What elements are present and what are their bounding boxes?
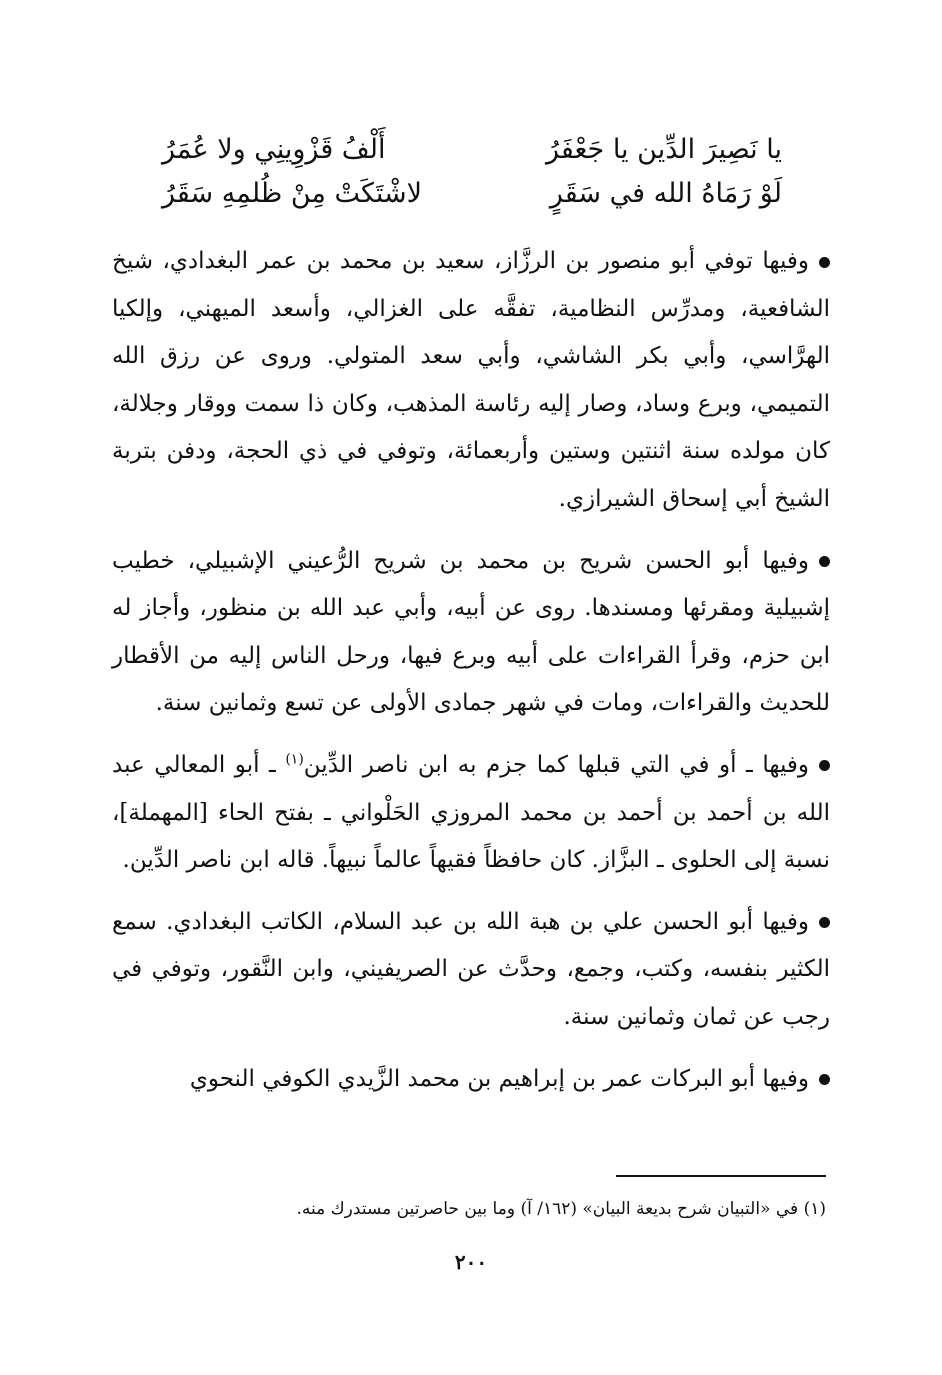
paragraph-text: وفيها أبو الحسن شريح بن محمد بن شريح الرُّعيني الإشبيلي، خطيب إشبيلية ومقرئها ومسندها. روى عن أبيه، وأبي عبد الله بن منظور، وأجاز له ابن حزم، وقرأ القراءات على أبيه وبرع فيها، ورحل الناس إليه من الأقطار للحديث والقراءات، ومات في شهر جمادى الأولى عن تسع وثمانين سنة.: [112, 547, 830, 717]
paragraph-abu-al-barakat: [112, 1056, 830, 1104]
bullet-icon: [819, 917, 830, 928]
poem-verse-1: [162, 128, 782, 172]
bullet-icon: [819, 760, 830, 771]
bullet-icon: [819, 1074, 830, 1085]
bullet-icon: [819, 257, 830, 268]
paragraph-text-before-note: وفيها ـ أو في التي قبلها كما جزم به ابن ناصر الدِّين: [303, 751, 809, 778]
verse-2-first-half: لَوْ رَمَاهُ الله في سَقَرٍ: [549, 178, 782, 209]
main-text: [112, 238, 830, 1117]
verse-1-first-half: يا نَصِيرَ الدِّين يا جَعْفَرُ: [545, 134, 782, 165]
poem-verses: [162, 128, 782, 216]
paragraph-text: وفيها أبو البركات عمر بن إبراهيم بن محمد الزَّيدي الكوفي النحوي: [189, 1065, 809, 1092]
page-number: ٢٠٠: [454, 1250, 488, 1274]
paragraph-ali-ibn-hibat-allah: [112, 899, 830, 1042]
paragraph-al-halwani: [112, 742, 830, 885]
footnote: (١) في «التبيان شرح بديعة البيان» (١٦٢/ آ) وما بين حاصرتين مستدرك منه.: [296, 1199, 826, 1219]
paragraph-text: وفيها توفي أبو منصور بن الرزَّاز، سعيد بن محمد بن عمر البغدادي، شيخ الشافعية، ومدرِّس النظامية، تفقَّه على الغزالي، وأسعد الميهني، وإلكيا الهرَّاسي، وأبي بكر الشاشي، وأبي سعد المتولي. وروى عن رزق الله التميمي، وبرع وساد، وصار إليه رئاسة المذهب، وكان ذا سمت ووقار وجلالة، كان مولده سنة اثنتين وستين وأربعمائة، وتوفي في ذي الحجة، ودفن بتربة الشيخ أبي إسحاق الشيرازي.: [112, 248, 830, 512]
bullet-icon: [819, 556, 830, 567]
paragraph-shurayh: [112, 538, 830, 728]
poem-verse-2: [162, 172, 782, 216]
paragraph-text-after-note: ـ أبو المعالي عبد الله بن أحمد بن أحمد بن محمد المروزي الحَلْواني ـ بفتح الحاء [المهملة]، نسبة إلى الحلوى ـ البزَّاز. كان حافظاً فقيهاً عالماً نبيهاً. قاله ابن ناصر الدِّين.: [112, 751, 830, 874]
paragraph-ibn-al-razzaz: [112, 238, 830, 524]
verse-1-second-half: أَلْفُ قَزْوِينِي ولا عُمَرُ: [162, 134, 386, 165]
paragraph-text: وفيها أبو الحسن علي بن هبة الله بن عبد السلام، الكاتب البغدادي. سمع الكثير بنفسه، وكتب، وجمع، وحدَّث عن الصريفيني، وابن النَّقور، وتوفي في رجب عن ثمان وثمانين سنة.: [112, 908, 830, 1030]
verse-2-second-half: لاشْتَكَتْ مِنْ ظُلمِهِ سَقَرُ: [162, 178, 423, 209]
footnote-divider: [616, 1175, 826, 1177]
footnote-reference[interactable]: (١): [285, 751, 304, 768]
